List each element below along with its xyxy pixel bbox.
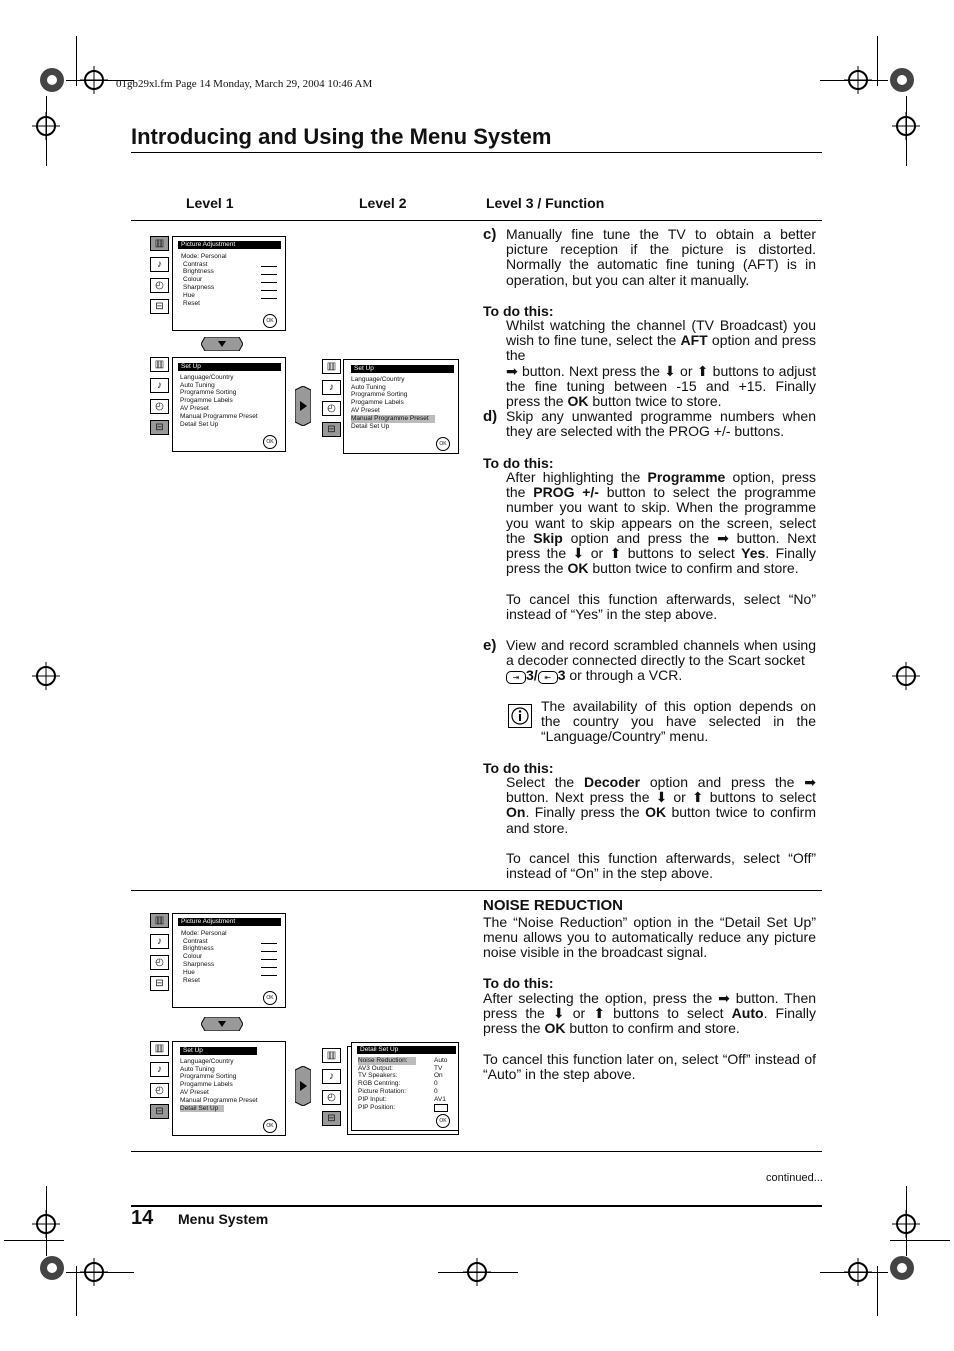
sound-icon: ♪ bbox=[150, 378, 169, 393]
info-icon bbox=[508, 704, 532, 728]
setup-icon: ⊟ bbox=[322, 422, 341, 437]
right-arrow-icon: ➡ bbox=[506, 362, 518, 379]
column-level3: Level 3 / Function bbox=[486, 195, 605, 211]
up-arrow-icon: ⬆ bbox=[593, 1005, 606, 1022]
detail-label: RGB Centring: bbox=[358, 1080, 401, 1088]
menu-item: Hue bbox=[183, 291, 195, 299]
slider bbox=[261, 943, 277, 944]
menu-item: Hue bbox=[183, 968, 195, 976]
menu-mode: Mode: Personal bbox=[181, 929, 227, 937]
section-rule bbox=[131, 890, 822, 891]
detail-value: 0 bbox=[434, 1080, 438, 1088]
crop-line bbox=[4, 1240, 64, 1241]
scart-output-icon: ⇤ bbox=[538, 671, 558, 684]
right-arrow-icon: ➡ bbox=[718, 990, 730, 1006]
menu-item: AV Preset bbox=[180, 404, 209, 412]
noise-cancel: To cancel this function later on, select “Off” instead of “Auto” in the step above. bbox=[483, 1051, 816, 1083]
item-letter-d: d) bbox=[483, 408, 498, 425]
menu-item: Language/Country bbox=[351, 375, 405, 383]
menu-title: Set Up bbox=[178, 363, 281, 371]
d-intro: Skip any unwanted programme numbers when they are selected with the PROG +/- buttons. bbox=[506, 408, 816, 440]
setup-icon: ⊟ bbox=[150, 1104, 169, 1119]
picture-icon: ▥ bbox=[150, 1041, 169, 1056]
noise-todo: To do this: bbox=[483, 975, 554, 991]
menu-item: Sharpness bbox=[183, 960, 215, 968]
pip-position-icon bbox=[434, 1104, 448, 1112]
menu-title: Detail Set Up bbox=[357, 1046, 456, 1054]
setup-menu-detail bbox=[172, 1041, 286, 1136]
up-arrow-icon: ⬆ bbox=[696, 362, 709, 379]
timer-icon: ◴ bbox=[150, 399, 169, 414]
menu-item: Contrast bbox=[183, 937, 208, 945]
picture-adjustment-menu bbox=[172, 913, 286, 1008]
menu-item: Progamme Labels bbox=[351, 399, 404, 407]
menu-item: AV Preset bbox=[351, 406, 380, 414]
detail-value: On bbox=[434, 1072, 443, 1080]
registration-mark bbox=[32, 662, 60, 690]
e-note: The availability of this option depends on the country you have selected in the “Language/Country” menu. bbox=[541, 698, 816, 745]
menu-icon-column bbox=[322, 1048, 341, 1132]
sound-icon: ♪ bbox=[150, 257, 169, 272]
timer-icon: ◴ bbox=[150, 955, 169, 970]
menu-title: Set Up bbox=[351, 365, 454, 373]
up-arrow-icon: ⬆ bbox=[691, 789, 704, 806]
crop-line bbox=[877, 36, 878, 86]
menu-icon-column bbox=[150, 357, 169, 441]
e-steps: Select the Decoder option and press the ➡ button. Next press the ⬇ or ⬆ buttons to select On. Finally press the OK button twice to confirm and store. bbox=[506, 774, 817, 836]
ok-icon: OK bbox=[263, 991, 277, 1005]
slider bbox=[261, 967, 277, 968]
detail-rows bbox=[352, 1057, 458, 1112]
noise-intro: The “Noise Reduction” option in the “Detail Set Up” menu allows you to automatically reduce any picture noise visible in the broadcast signal. bbox=[483, 914, 816, 961]
timer-icon: ◴ bbox=[150, 278, 169, 293]
right-arrow-icon: ➡ bbox=[717, 529, 729, 546]
detail-value: TV bbox=[434, 1064, 443, 1072]
menu-mode: Mode: Personal bbox=[181, 252, 227, 260]
page-title: Introducing and Using the Menu System bbox=[131, 124, 552, 149]
detail-label-selected: Noise Reduction: bbox=[358, 1057, 416, 1065]
registration-mark bbox=[892, 662, 920, 690]
ok-icon: OK bbox=[436, 437, 450, 451]
item-letter-c: c) bbox=[483, 226, 497, 243]
menu-item: Programme Sorting bbox=[180, 389, 237, 397]
registration-mark bbox=[38, 66, 66, 94]
noise-reduction-heading: NOISE REDUCTION bbox=[483, 897, 624, 914]
crop-line bbox=[906, 96, 907, 166]
slider bbox=[261, 975, 277, 976]
menu-item: Detail Set Up bbox=[351, 422, 390, 430]
menu-icon-column bbox=[150, 913, 169, 997]
right-arrow-button-icon bbox=[295, 1066, 311, 1111]
detail-label: PIP Input: bbox=[358, 1095, 387, 1103]
down-arrow-icon: ⬇ bbox=[655, 789, 668, 806]
detail-label: Picture Rotation: bbox=[358, 1087, 407, 1095]
c-steps: Whilst watching the channel (TV Broadcast) you wish to fine tune, select the AFT option and press the ➡ button. Next press the ⬇ or ⬆ buttons to adjust the fine tuning between -15 and +15. Finally press the OK button twice to store. bbox=[506, 317, 817, 410]
picture-icon: ▥ bbox=[322, 1048, 341, 1063]
crop-line bbox=[76, 36, 77, 86]
crop-line bbox=[890, 1240, 950, 1241]
menu-item: Reset bbox=[183, 976, 200, 984]
column-level1: Level 1 bbox=[186, 195, 234, 211]
sound-icon: ♪ bbox=[150, 1062, 169, 1077]
crop-line bbox=[906, 1186, 907, 1256]
detail-labels bbox=[352, 1057, 434, 1112]
menu-item: Colour bbox=[183, 953, 203, 961]
menu-icon-column bbox=[150, 1041, 169, 1125]
menu-item: Reset bbox=[183, 299, 200, 307]
detail-value: Auto bbox=[434, 1056, 448, 1064]
c-todo: To do this: bbox=[483, 303, 554, 319]
title-rule bbox=[131, 152, 822, 153]
menu-item: Programme Sorting bbox=[351, 391, 408, 399]
picture-adjustment-menu bbox=[172, 236, 286, 331]
menu-item: Auto Tuning bbox=[351, 383, 386, 391]
menu-item: Contrast bbox=[183, 260, 208, 268]
menu-item: Auto Tuning bbox=[180, 381, 215, 389]
picture-icon: ▥ bbox=[322, 359, 341, 374]
crop-line bbox=[76, 1266, 77, 1316]
section-rule bbox=[131, 1151, 822, 1152]
crop-line bbox=[46, 96, 47, 166]
menu-item: Progamme Labels bbox=[180, 1081, 233, 1089]
crop-line bbox=[66, 1272, 134, 1273]
crop-line bbox=[877, 1266, 878, 1316]
c-intro: Manually fine tune the TV to obtain a better picture reception if the picture is distorted. Normally the automatic fine tuning (AFT) is in operation, but you can alter it manually. bbox=[506, 226, 816, 288]
up-arrow-icon: ⬆ bbox=[609, 545, 622, 562]
down-arrow-icon: ⬇ bbox=[552, 1005, 565, 1022]
ok-icon: OK bbox=[436, 1114, 450, 1128]
detail-values bbox=[434, 1057, 448, 1112]
registration-mark bbox=[888, 66, 916, 94]
menu-item: Language/Country bbox=[180, 1057, 234, 1065]
menu-icon-column bbox=[150, 236, 169, 320]
detail-value: AV1 bbox=[434, 1095, 446, 1103]
continued-label: continued... bbox=[766, 1172, 823, 1184]
slider bbox=[261, 266, 277, 267]
footer-rule bbox=[131, 1205, 822, 1207]
setup-icon: ⊟ bbox=[322, 1111, 341, 1126]
down-arrow-icon: ⬇ bbox=[572, 545, 585, 562]
picture-icon: ▥ bbox=[150, 913, 169, 928]
file-info: 01gb29xl.fm Page 14 Monday, March 29, 2004 10:46 AM bbox=[116, 78, 373, 90]
slider bbox=[261, 290, 277, 291]
e-cancel: To cancel this function afterwards, select “Off” instead of “On” in the step above. bbox=[506, 850, 816, 882]
setup-menu bbox=[172, 357, 286, 452]
timer-icon: ◴ bbox=[322, 401, 341, 416]
column-level2: Level 2 bbox=[359, 195, 407, 211]
menu-item: AV Preset bbox=[180, 1088, 209, 1096]
menu-item: Language/Country bbox=[180, 373, 234, 381]
menu-title: Set Up bbox=[180, 1047, 257, 1055]
menu-title: Picture Adjustment bbox=[178, 241, 281, 249]
e-intro: View and record scrambled channels when using a decoder connected directly to the Scart socket ⇥ 3/ ⇤ 3 or through a VCR. bbox=[506, 637, 816, 684]
menu-item: Brightness bbox=[183, 268, 214, 276]
right-arrow-button-icon bbox=[295, 386, 311, 431]
menu-title: Picture Adjustment bbox=[178, 918, 281, 926]
registration-mark bbox=[38, 1254, 66, 1282]
noise-steps: After selecting the option, press the ➡ button. Then press the ⬇ or ⬆ buttons to select Auto. Finally press the OK button to confirm and store. bbox=[483, 990, 817, 1037]
page-number: 14 bbox=[131, 1207, 154, 1229]
d-cancel: To cancel this function afterwards, select “No” instead of “Yes” in the step above. bbox=[506, 591, 816, 623]
registration-mark bbox=[888, 1254, 916, 1282]
sound-icon: ♪ bbox=[150, 934, 169, 949]
item-letter-e: e) bbox=[483, 637, 497, 654]
menu-item: Detail Set Up bbox=[180, 420, 219, 428]
ok-icon: OK bbox=[263, 1119, 277, 1133]
scart-input-icon: ⇥ bbox=[506, 671, 526, 684]
down-arrow-button-icon bbox=[201, 1017, 243, 1036]
header-rule bbox=[131, 220, 822, 221]
right-arrow-icon: ➡ bbox=[804, 774, 817, 790]
down-arrow-button-icon bbox=[201, 337, 243, 356]
menu-item: Colour bbox=[183, 276, 203, 284]
sound-icon: ♪ bbox=[322, 1069, 341, 1084]
slider bbox=[261, 959, 277, 960]
menu-item: Sharpness bbox=[183, 283, 215, 291]
detail-setup-menu bbox=[351, 1042, 459, 1131]
setup-icon: ⊟ bbox=[150, 976, 169, 991]
crop-line bbox=[820, 80, 888, 81]
d-steps: After highlighting the Programme option, press the PROG +/- button to select the programme number you want to skip. When the programme you want to skip appears on the screen, select the Skip option and press the ➡ button. Next press the ⬇ or ⬆ buttons to select Yes. Finally press the OK button twice to confirm and store. bbox=[506, 469, 817, 577]
slider bbox=[261, 282, 277, 283]
crop-line bbox=[438, 1272, 518, 1273]
ok-icon: OK bbox=[263, 314, 277, 328]
detail-label: TV Speakers: bbox=[358, 1072, 398, 1080]
e-todo: To do this: bbox=[483, 760, 554, 776]
menu-item: Manual Programme Preset bbox=[180, 412, 258, 420]
menu-item: Programme Sorting bbox=[180, 1073, 237, 1081]
slider bbox=[261, 951, 277, 952]
menu-item: Manual Programme Preset bbox=[180, 1096, 258, 1104]
picture-icon: ▥ bbox=[150, 357, 169, 372]
timer-icon: ◴ bbox=[322, 1090, 341, 1105]
slider bbox=[261, 298, 277, 299]
setup-icon: ⊟ bbox=[150, 299, 169, 314]
setup-icon: ⊟ bbox=[150, 420, 169, 435]
ok-icon: OK bbox=[263, 435, 277, 449]
timer-icon: ◴ bbox=[150, 1083, 169, 1098]
menu-item: Progamme Labels bbox=[180, 397, 233, 405]
down-arrow-icon: ⬇ bbox=[664, 362, 676, 379]
menu-item: Brightness bbox=[183, 945, 214, 953]
detail-value: 0 bbox=[434, 1087, 438, 1095]
section-name: Menu System bbox=[178, 1211, 269, 1227]
crop-line bbox=[46, 1186, 47, 1256]
menu-item-selected: Manual Programme Preset bbox=[351, 415, 435, 423]
menu-item-selected: Detail Set Up bbox=[180, 1105, 224, 1113]
detail-label: AV3 Output: bbox=[358, 1064, 393, 1072]
crop-line bbox=[820, 1272, 888, 1273]
menu-icon-column bbox=[322, 359, 341, 443]
menu-item: Auto Tuning bbox=[180, 1065, 215, 1073]
d-todo: To do this: bbox=[483, 455, 554, 471]
setup-menu-manual-preset bbox=[343, 359, 459, 454]
picture-icon: ▥ bbox=[150, 236, 169, 251]
detail-label: PIP Position: bbox=[358, 1103, 396, 1111]
slider bbox=[261, 274, 277, 275]
sound-icon: ♪ bbox=[322, 380, 341, 395]
